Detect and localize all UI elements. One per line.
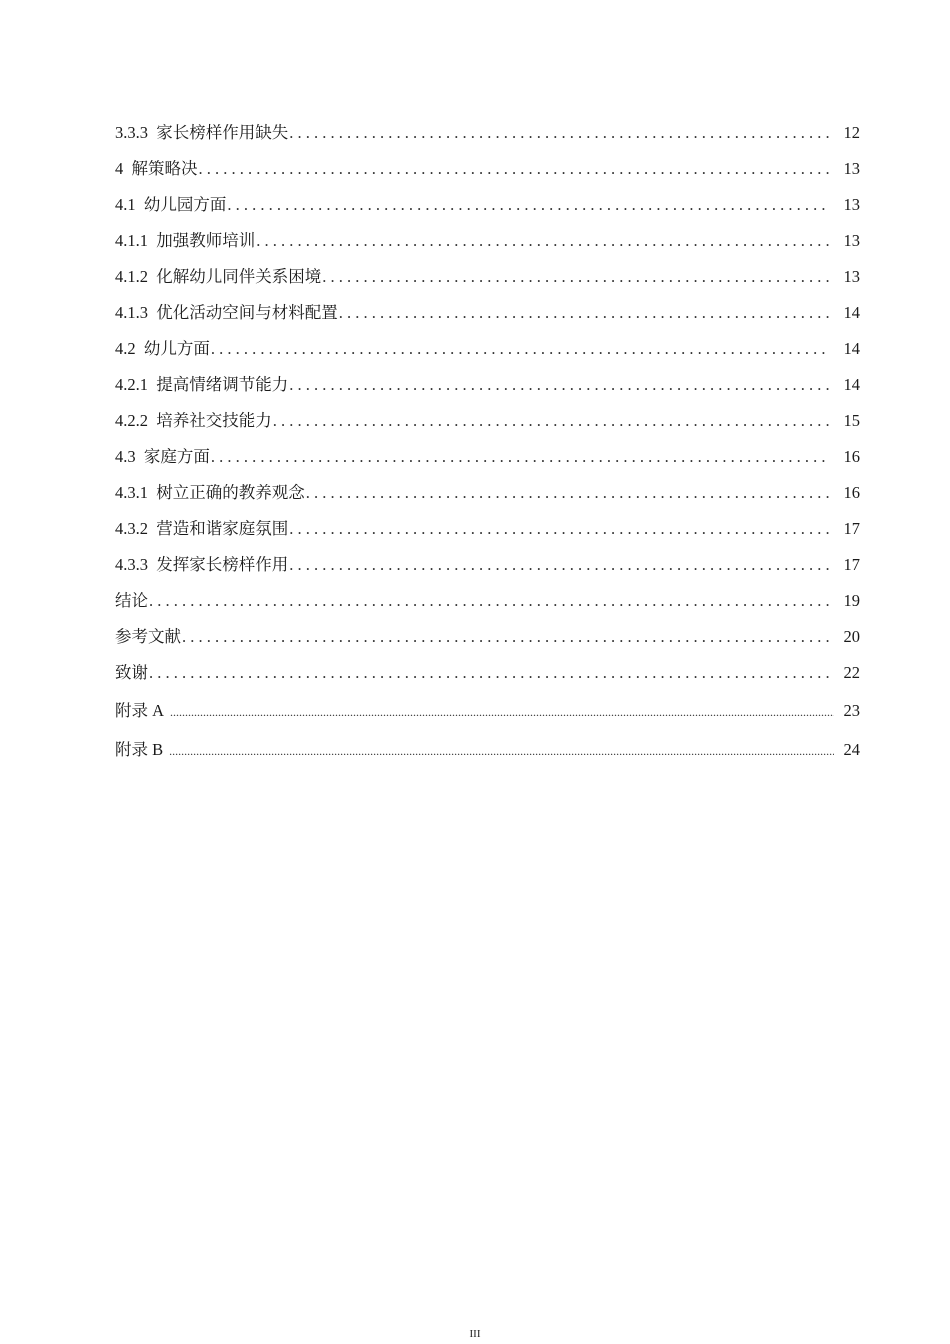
toc-entry-title: 发挥家长榜样作用 — [156, 555, 289, 574]
toc-entry-number: 4.2.2 — [115, 411, 148, 430]
toc-entry-number: 4 — [115, 159, 124, 178]
toc-entry-title: 附录 B — [115, 740, 164, 759]
toc-entry-4[interactable] — [115, 151, 860, 187]
toc-entry-title: 幼儿方面 — [143, 339, 210, 358]
dot-leader — [306, 475, 830, 511]
toc-entry-title: 解策略决 — [131, 159, 198, 178]
toc-entry-4-3-1[interactable] — [115, 475, 860, 511]
toc-entry-appendix-a[interactable] — [115, 691, 860, 730]
dot-leader — [256, 223, 830, 259]
toc-entry-page: 16 — [843, 447, 860, 466]
toc-entry-title: 参考文献 — [115, 627, 181, 646]
toc-entry-page: 13 — [843, 195, 860, 214]
page-number-footer: III — [469, 1328, 481, 1340]
toc-entry-page: 24 — [843, 740, 860, 759]
dot-leader — [211, 331, 830, 367]
toc-entry-number: 4.2.1 — [115, 375, 148, 394]
toc-entry-number: 4.1.1 — [115, 231, 148, 250]
toc-entry-number: 4.3.1 — [115, 483, 148, 502]
toc-entry-title: 附录 A — [115, 701, 165, 720]
toc-entry-4-2-1[interactable] — [115, 367, 860, 403]
dot-leader — [322, 259, 830, 295]
toc-entry-title: 致谢 — [115, 663, 148, 682]
toc-entry-number: 4.1 — [115, 195, 136, 214]
toc-entry-number: 4.3.2 — [115, 519, 148, 538]
dot-leader — [339, 295, 830, 331]
toc-entry-title: 家长榜样作用缺失 — [156, 123, 289, 142]
toc-entry-4-3-3[interactable] — [115, 547, 860, 583]
toc-entry-number: 4.1.3 — [115, 303, 148, 322]
dot-leader — [170, 691, 834, 732]
toc-entry-4-1-2[interactable] — [115, 259, 860, 295]
toc-entry-page: 16 — [843, 483, 860, 502]
toc-entry-title: 结论 — [115, 591, 148, 610]
toc-entry-title: 培养社交技能力 — [156, 411, 272, 430]
toc-entry-references[interactable] — [115, 619, 860, 655]
dot-leader — [273, 403, 830, 439]
toc-entry-title: 树立正确的教养观念 — [156, 483, 305, 502]
toc-entry-page: 14 — [843, 339, 860, 358]
toc-entry-page: 12 — [843, 123, 860, 142]
toc-entry-title: 营造和谐家庭氛围 — [156, 519, 289, 538]
toc-entry-page: 23 — [843, 701, 860, 720]
dot-leader — [289, 547, 830, 583]
toc-entry-page: 13 — [843, 267, 860, 286]
toc-entry-title: 优化活动空间与材料配置 — [156, 303, 338, 322]
toc-entry-conclusion[interactable] — [115, 583, 860, 619]
toc-entry-page: 20 — [843, 627, 860, 646]
dot-leader — [289, 511, 830, 547]
toc-entry-title: 幼儿园方面 — [143, 195, 227, 214]
toc-entry-page: 17 — [843, 519, 860, 538]
toc-entry-page: 15 — [843, 411, 860, 430]
dot-leader — [289, 115, 830, 151]
toc-entry-4-2[interactable] — [115, 331, 860, 367]
toc-entry-page: 17 — [843, 555, 860, 574]
toc-entry-appendix-b[interactable] — [115, 730, 860, 769]
dot-leader — [211, 439, 830, 475]
toc-entry-4-3-2[interactable] — [115, 511, 860, 547]
toc-entry-title: 化解幼儿同伴关系困境 — [156, 267, 322, 286]
toc-entry-title: 家庭方面 — [143, 447, 210, 466]
toc-entry-number: 4.1.2 — [115, 267, 148, 286]
toc-entry-title: 提高情绪调节能力 — [156, 375, 289, 394]
dot-leader — [199, 151, 831, 187]
toc-entry-page: 13 — [843, 159, 860, 178]
toc-entry-4-3[interactable] — [115, 439, 860, 475]
toc-entry-4-2-2[interactable] — [115, 403, 860, 439]
toc-entry-number: 4.3.3 — [115, 555, 148, 574]
dot-leader — [149, 655, 830, 691]
toc-entry-title: 加强教师培训 — [156, 231, 256, 250]
dot-leader — [289, 367, 830, 403]
toc-entry-page: 13 — [843, 231, 860, 250]
toc-entry-number: 4.2 — [115, 339, 136, 358]
toc-entry-4-1-1[interactable] — [115, 223, 860, 259]
toc-entry-page: 14 — [843, 303, 860, 322]
dot-leader — [169, 730, 834, 771]
toc-entry-4-1-3[interactable] — [115, 295, 860, 331]
toc-entry-acknowledgements[interactable] — [115, 655, 860, 691]
toc-entry-page: 22 — [843, 663, 860, 682]
toc-entry-4-1[interactable] — [115, 187, 860, 223]
toc-entry-number: 4.3 — [115, 447, 136, 466]
toc-entry-page: 19 — [843, 591, 860, 610]
toc-entry-number: 3.3.3 — [115, 123, 148, 142]
table-of-contents — [115, 115, 860, 769]
dot-leader — [227, 187, 830, 223]
dot-leader — [182, 619, 830, 655]
dot-leader — [149, 583, 830, 619]
toc-entry-3-3-3[interactable] — [115, 115, 860, 151]
toc-entry-page: 14 — [843, 375, 860, 394]
